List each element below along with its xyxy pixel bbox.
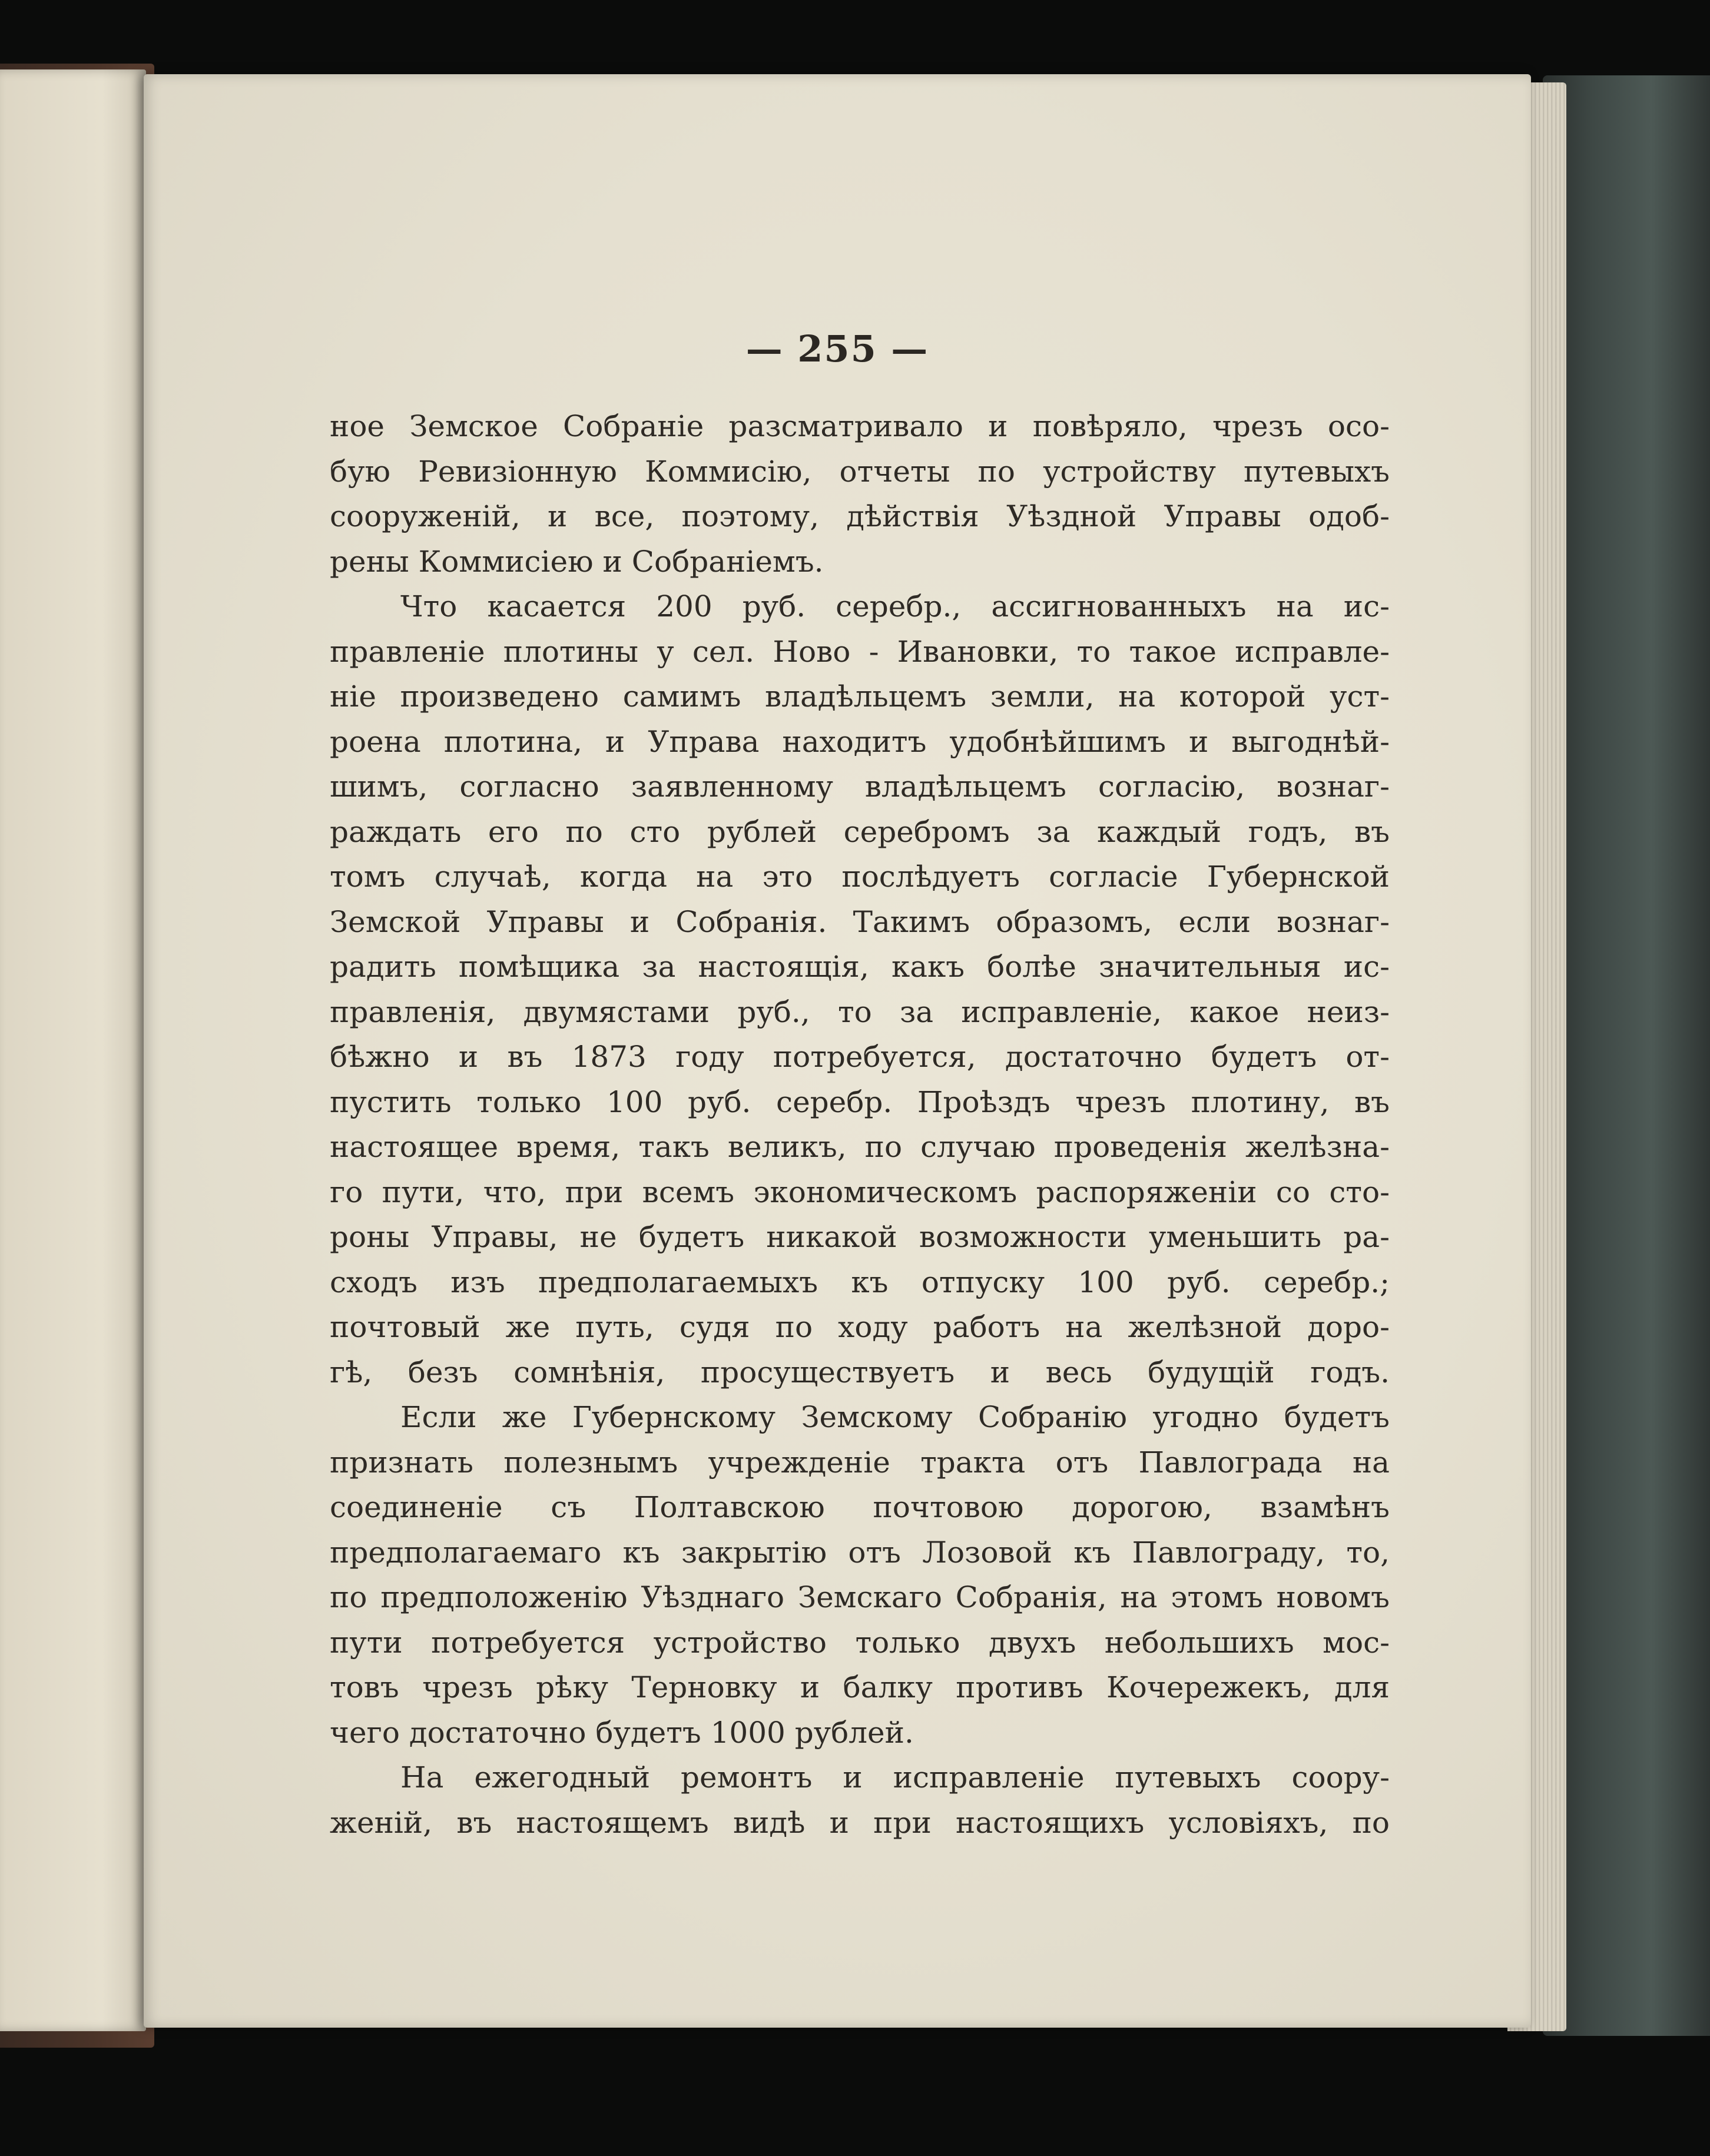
previous-page-edge — [0, 69, 146, 2031]
text-line: ное Земское Собраніе разсматривало и повѣряло, чрезъ осо- — [330, 409, 1390, 443]
text-line: правленіе плотины у сел. Ново - Ивановки, то такое исправле- — [330, 634, 1390, 669]
text-line: бую Ревизіонную Коммисію, отчеты по устройству путевыхъ — [330, 454, 1390, 489]
text-line: женій, въ настоящемъ видѣ и при настоящихъ условіяхъ, по — [330, 1805, 1390, 1840]
text-line: по предположенію Уѣзднаго Земскаго Собранія, на этомъ новомъ — [330, 1580, 1390, 1614]
text-line: На ежегодный ремонтъ и исправленіе путевыхъ соору- — [400, 1760, 1390, 1795]
text-line: Что касается 200 руб. серебр., ассигнованныхъ на ис- — [400, 589, 1390, 623]
text-line: радить помѣщика за настоящія, какъ болѣе значительныя ис- — [330, 950, 1390, 984]
text-line: сходъ изъ предполагаемыхъ къ отпуску 100 руб. серебр.; — [330, 1265, 1390, 1299]
text-line: роена плотина, и Управа находитъ удобнѣйшимъ и выгоднѣй- — [330, 724, 1390, 759]
text-line: пустить только 100 руб. серебр. Проѣздъ чрезъ плотину, въ — [330, 1084, 1390, 1119]
text-line: признать полезнымъ учрежденіе тракта отъ Павлограда на — [330, 1445, 1390, 1480]
book-cover-right — [1543, 75, 1710, 2036]
text-line: бѣжно и въ 1873 году потребуется, достаточно будетъ от- — [330, 1040, 1390, 1074]
text-line: предполагаемаго къ закрытію отъ Лозовой къ Павлограду, то, — [330, 1535, 1390, 1570]
text-line: го пути, что, при всемъ экономическомъ распоряженіи со сто- — [330, 1175, 1390, 1209]
text-line: гѣ, безъ сомнѣнія, просуществуетъ и весь будущій годъ. — [330, 1355, 1390, 1389]
text-line: сооруженій, и все, поэтому, дѣйствія Уѣздной Управы одоб- — [330, 499, 1390, 533]
text-line: ніе произведено самимъ владѣльцемъ земли, на которой уст- — [330, 679, 1390, 714]
text-line: настоящее время, такъ великъ, по случаю проведенія желѣзна- — [330, 1130, 1390, 1164]
page-text — [330, 404, 1390, 1935]
text-line: товъ чрезъ рѣку Терновку и балку противъ Кочережекъ, для — [330, 1670, 1390, 1704]
text-line: правленія, двумястами руб., то за исправленіе, какое неиз- — [330, 994, 1390, 1029]
text-line: роны Управы, не будетъ никакой возможности уменьшить ра- — [330, 1220, 1390, 1254]
text-line: пути потребуется устройство только двухъ небольшихъ мос- — [330, 1625, 1390, 1660]
text-line: шимъ, согласно заявленному владѣльцемъ согласію, вознаг- — [330, 769, 1390, 804]
text-line: рены Коммисіею и Собраніемъ. — [330, 544, 824, 579]
text-line: томъ случаѣ, когда на это послѣдуетъ согласіе Губернской — [330, 860, 1390, 894]
text-line: Земской Управы и Собранія. Такимъ образомъ, если вознаг- — [330, 904, 1390, 939]
text-line: почтовый же путь, судя по ходу работъ на желѣзной доро- — [330, 1310, 1390, 1344]
text-line: Если же Губернскому Земскому Собранію угодно будетъ — [400, 1400, 1390, 1434]
text-line: соединеніе съ Полтавскою почтовою дорогою, взамѣнъ — [330, 1490, 1390, 1524]
text-line: чего достаточно будетъ 1000 рублей. — [330, 1715, 914, 1750]
page-number: — 255 — — [745, 327, 929, 370]
book-page — [144, 74, 1531, 2028]
text-line: раждать его по сто рублей серебромъ за каждый годъ, въ — [330, 814, 1390, 849]
